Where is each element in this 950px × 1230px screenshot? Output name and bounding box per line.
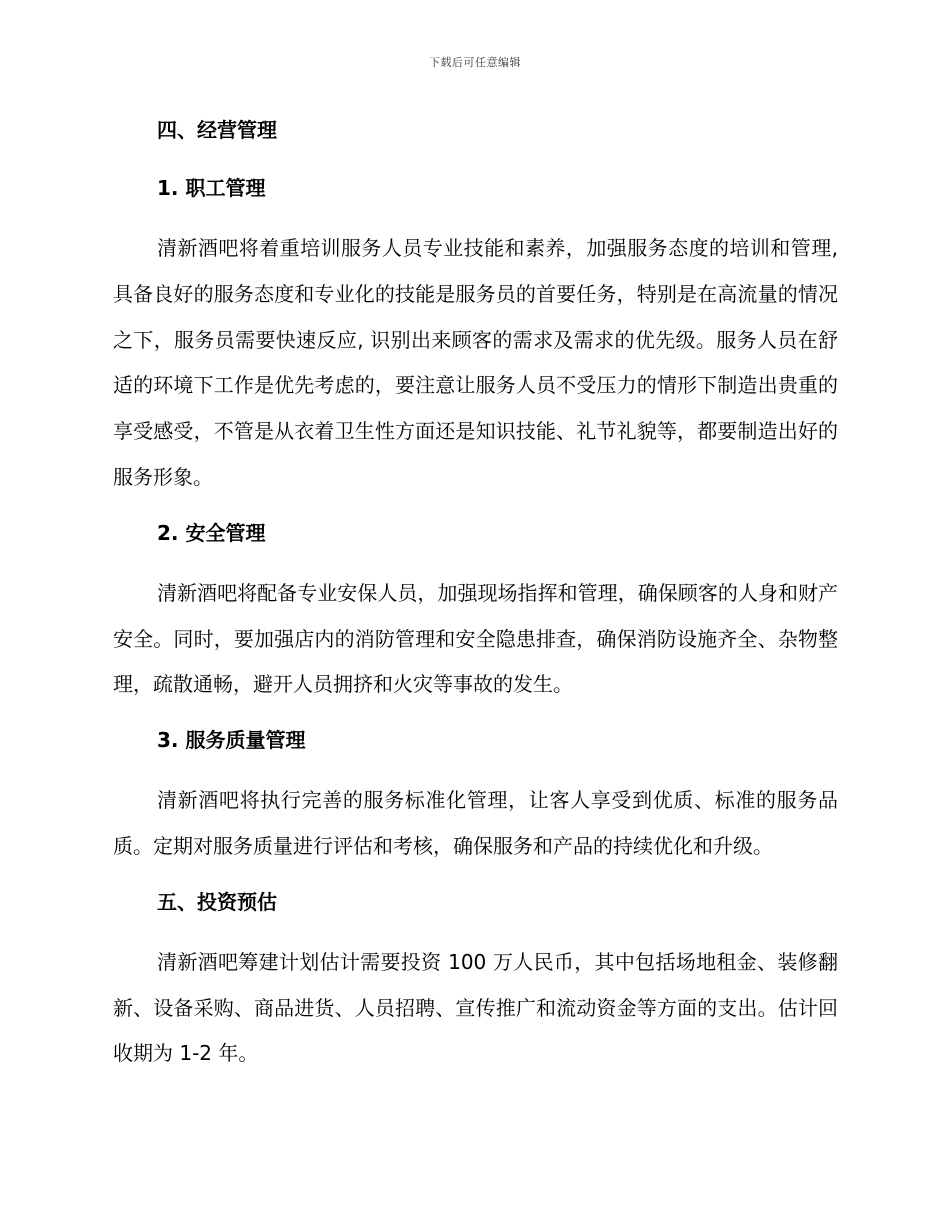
subsection-heading-service-quality: 3. 服务质量管理 bbox=[157, 728, 306, 753]
section-heading-business-management: 四、经营管理 bbox=[157, 118, 277, 142]
paragraph-staff-management: 清新酒吧将着重培训服务人员专业技能和素养，加强服务态度的培训和管理,具备良好的服务态度和专业化的技能是服务员的首要任务，特别是在高流量的情况之下，服务员需要快速反应, 识别出来顾客的需求及需求的优先级。服务人员在舒适的环境下工作是优先考虑的，要注意让服务人员不受压力的情形下制造出贵重的享受感受，不管是从衣着卫生性方面还是知识技能、礼节礼貌等，都要制造出好的服务形象。 bbox=[113, 236, 838, 489]
subsection-heading-safety-management: 2. 安全管理 bbox=[157, 520, 266, 545]
paragraph-investment-estimate: 清新酒吧筹建计划估计需要投资 100 万人民币，其中包括场地租金、装修翻新、设备采购、商品进货、人员招聘、宣传推广和流动资金等方面的支出。估计回收期为 1-2 年。 bbox=[113, 949, 838, 1066]
subsection-heading-staff-management: 1. 职工管理 bbox=[157, 176, 266, 200]
section-heading-investment-estimate: 五、投资预估 bbox=[157, 889, 277, 914]
paragraph-service-quality: 清新酒吧将执行完善的服务标准化管理，让客人享受到优质、标准的服务品质。定期对服务质量进行评估和考核，确保服务和产品的持续优化和升级。 bbox=[113, 788, 838, 858]
header-note: 下载后可任意编辑 bbox=[429, 56, 521, 69]
document-body bbox=[113, 110, 838, 1077]
paragraph-safety-management: 清新酒吧将配备专业安保人员，加强现场指挥和管理，确保顾客的人身和财产安全。同时，要加强店内的消防管理和安全隐患排查，确保消防设施齐全、杂物整理，疏散通畅，避开人员拥挤和火灾等事故的发生。 bbox=[113, 580, 838, 697]
